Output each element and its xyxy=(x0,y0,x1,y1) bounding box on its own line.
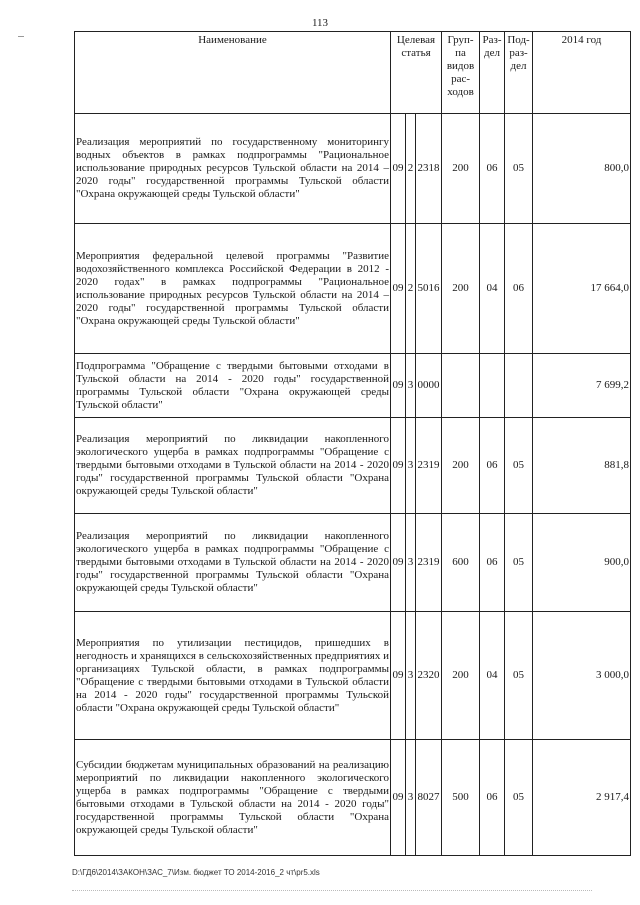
table-row xyxy=(75,514,631,612)
expense-group: 200 xyxy=(442,612,480,740)
scan-noise-line xyxy=(72,890,592,892)
subsection-code: 06 xyxy=(505,224,533,354)
target-code-part2: 3 xyxy=(406,612,416,740)
target-code-part1: 09 xyxy=(391,114,406,224)
header-subsection: Под- раз- дел xyxy=(505,32,533,114)
header-name: Наименование xyxy=(75,32,391,114)
subsection-code xyxy=(505,354,533,418)
header-target-article: Целевая статья xyxy=(391,32,442,114)
section-code xyxy=(480,354,505,418)
target-code-part1: 09 xyxy=(391,354,406,418)
target-code-part1: 09 xyxy=(391,418,406,514)
table-header-row xyxy=(75,32,631,114)
target-code-part3: 0000 xyxy=(416,354,442,418)
target-code-part3: 2318 xyxy=(416,114,442,224)
budget-table xyxy=(74,31,631,856)
section-code: 04 xyxy=(480,224,505,354)
target-code-part2: 3 xyxy=(406,418,416,514)
amount-2014: 17 664,0 xyxy=(533,224,631,354)
row-name: Реализация мероприятий по государственному мониторингу водных объектов в рамках подпрограммы "Рациональное использование природных ресурсов Тульской области на 2014 – 2020 годы" государственной программы Тульской области "Охрана окружающей среды Тульской области" xyxy=(75,114,391,224)
expense-group xyxy=(442,354,480,418)
amount-2014: 800,0 xyxy=(533,114,631,224)
target-code-part2: 3 xyxy=(406,514,416,612)
target-code-part2: 2 xyxy=(406,114,416,224)
row-name: Подпрограмма "Обращение с твердыми бытовыми отходами в Тульской области на 2014 - 2020 годы" государственной программы Тульской области "Охрана окружающей среды Тульской области" xyxy=(75,354,391,418)
target-code-part1: 09 xyxy=(391,224,406,354)
amount-2014: 2 917,4 xyxy=(533,740,631,856)
target-code-part1: 09 xyxy=(391,612,406,740)
expense-group: 200 xyxy=(442,418,480,514)
target-code-part3: 2319 xyxy=(416,514,442,612)
row-name: Субсидии бюджетам муниципальных образований на реализацию мероприятий по ликвидации накопленного экологического ущерба в рамках подпрограммы "Обращение с твердыми бытовыми отходами в Тульской области на 2014 - 2020 годы" государственной программы Тульской области "Охрана окружающей среды Тульской области" xyxy=(75,740,391,856)
target-code-part3: 2319 xyxy=(416,418,442,514)
table-row xyxy=(75,224,631,354)
expense-group: 600 xyxy=(442,514,480,612)
row-name: Мероприятия федеральной целевой программы "Развитие водохозяйственного комплекса Российской Федерации в 2012 - 2020 годах" в рамках подпрограммы "Рациональное использование природных ресурсов Тульской области на 2014 – 2020 годы" государственной программы Тульской области "Охрана окружающей среды Тульской области" xyxy=(75,224,391,354)
expense-group: 200 xyxy=(442,224,480,354)
section-code: 06 xyxy=(480,514,505,612)
section-code: 06 xyxy=(480,418,505,514)
section-code: 04 xyxy=(480,612,505,740)
table-row xyxy=(75,740,631,856)
table-row xyxy=(75,418,631,514)
file-path-footer: D:\ГД6\2014\ЗАКОН\ЗАС_7\Изм. бюджет ТО 2014-2016_2 чт\pr5.xls xyxy=(72,868,320,877)
amount-2014: 7 699,2 xyxy=(533,354,631,418)
target-code-part3: 8027 xyxy=(416,740,442,856)
target-code-part3: 5016 xyxy=(416,224,442,354)
target-code-part3: 2320 xyxy=(416,612,442,740)
table-row xyxy=(75,612,631,740)
target-code-part2: 2 xyxy=(406,224,416,354)
expense-group: 200 xyxy=(442,114,480,224)
header-year: 2014 год xyxy=(533,32,631,114)
subsection-code: 05 xyxy=(505,514,533,612)
target-code-part1: 09 xyxy=(391,740,406,856)
subsection-code: 05 xyxy=(505,114,533,224)
subsection-code: 05 xyxy=(505,418,533,514)
amount-2014: 881,8 xyxy=(533,418,631,514)
row-name: Реализация мероприятий по ликвидации накопленного экологического ущерба в рамках подпрограммы "Обращение с твердыми бытовыми отходами в Тульской области на 2014 - 2020 годы" государственной программы Тульской области "Охрана окружающей среды Тульской области" xyxy=(75,514,391,612)
target-code-part1: 09 xyxy=(391,514,406,612)
amount-2014: 3 000,0 xyxy=(533,612,631,740)
row-name: Реализация мероприятий по ликвидации накопленного экологического ущерба в рамках подпрограммы "Обращение с твердыми бытовыми отходами в Тульской области на 2014 - 2020 годы" государственной программы Тульской области "Охрана окружающей среды Тульской области" xyxy=(75,418,391,514)
section-code: 06 xyxy=(480,740,505,856)
expense-group: 500 xyxy=(442,740,480,856)
target-code-part2: 3 xyxy=(406,740,416,856)
table-row xyxy=(75,354,631,418)
section-code: 06 xyxy=(480,114,505,224)
table-row xyxy=(75,114,631,224)
amount-2014: 900,0 xyxy=(533,514,631,612)
header-expense-group: Груп- па видов рас- ходов xyxy=(442,32,480,114)
scan-mark xyxy=(18,36,24,37)
row-name: Мероприятия по утилизации пестицидов, пришедших в негодность и хранящихся в сельскохозяйственных предприятиях и организациях Тульской области, в рамках подпрограммы "Обращение с твердыми бытовыми отходами в Тульской области на 2014 - 2020 годы" государственной программы Тульской области "Охрана окружающей среды Тульской области" xyxy=(75,612,391,740)
page-number: 113 xyxy=(311,17,329,29)
subsection-code: 05 xyxy=(505,740,533,856)
header-section: Раз- дел xyxy=(480,32,505,114)
target-code-part2: 3 xyxy=(406,354,416,418)
subsection-code: 05 xyxy=(505,612,533,740)
